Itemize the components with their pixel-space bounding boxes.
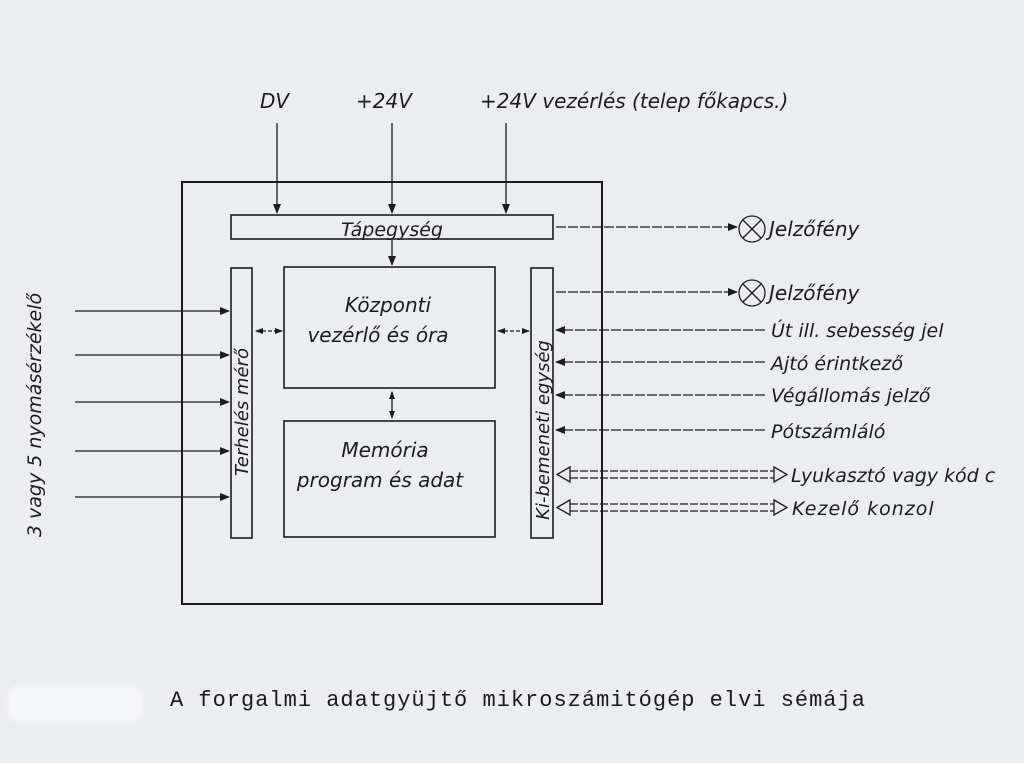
dv-label: DV bbox=[260, 89, 290, 113]
cpu-label-line1: Központi bbox=[344, 293, 432, 317]
signal-lamp-2-label: Jelzőfény bbox=[769, 281, 860, 305]
punch-link bbox=[557, 467, 787, 482]
diagram-caption: A forgalmi adatgyüjtő mikroszámitógép elvi sémája bbox=[170, 688, 866, 713]
operator-console-label: Kezelő konzol bbox=[792, 498, 935, 520]
aux-counter-label: Pótszámláló bbox=[771, 421, 886, 443]
door-contact-label: Ajtó érintkező bbox=[771, 353, 903, 375]
signal-lamp-1-label: Jelzőfény bbox=[769, 217, 860, 241]
memory-label-line1: Memória bbox=[341, 438, 429, 462]
console-link bbox=[557, 500, 787, 515]
cpu-label-line2: vezérlő és óra bbox=[307, 323, 449, 347]
memory-label-line2: program és adat bbox=[296, 468, 464, 492]
power-supply-label: Tápegység bbox=[341, 219, 443, 241]
v24-control-label: +24V vezérlés (telep főkapcs.) bbox=[480, 89, 789, 113]
load-meter-label: Terhelés mérő bbox=[232, 348, 253, 476]
v24-label: +24V bbox=[356, 89, 412, 113]
pressure-sensors-label: 3 vagy 5 nyomásérzékelő bbox=[24, 292, 46, 538]
terminal-indicator-label: Végállomás jelző bbox=[771, 385, 931, 407]
lamp-icon bbox=[739, 280, 765, 306]
lamp-icon bbox=[739, 216, 765, 242]
io-unit-label: Ki-bemeneti egység bbox=[533, 340, 554, 520]
speed-signal-label: Út ill. sebesség jel bbox=[771, 320, 944, 342]
punch-code-label: Lyukasztó vagy kód c bbox=[791, 465, 996, 487]
